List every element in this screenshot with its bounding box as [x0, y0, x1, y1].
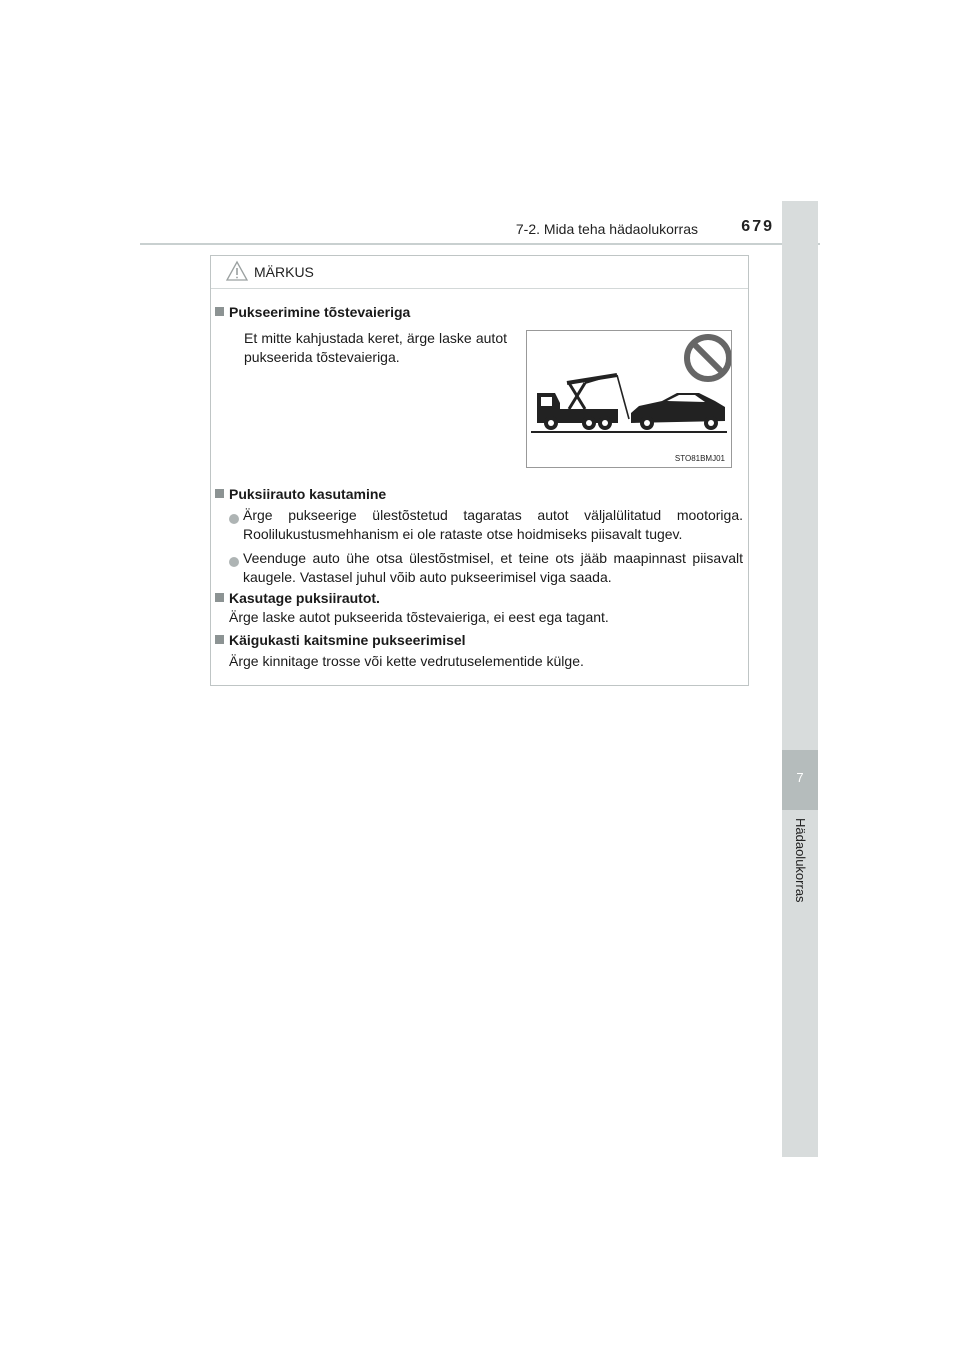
- square-bullet-icon: [215, 489, 224, 498]
- bullet-dot-icon: [229, 511, 239, 529]
- notice-box: [210, 255, 749, 686]
- section-text: Ärge laske autot pukseerida tõstevaieriga, ei eest ega tagant.: [229, 609, 609, 625]
- square-bullet-icon: [215, 307, 224, 316]
- towing-illustration: [526, 330, 732, 468]
- section-heading: Käigukasti kaitsmine pukseerimisel: [215, 632, 466, 648]
- section-heading: Kasutage puksiirautot.: [215, 590, 380, 606]
- side-chapter-tab: [782, 201, 818, 1157]
- header-rule: [140, 243, 820, 245]
- square-bullet-icon: [215, 593, 224, 602]
- bullet-text: Ärge pukseerige ülestõstetud tagaratas autot väljalülitatud mootoriga. Roolilukustusmehhanism ei ole rataste otse hoidmiseks piisavalt tugev.: [243, 507, 743, 542]
- chapter-title: Hädaolukorras: [793, 818, 808, 903]
- section-heading: Puksiirauto kasutamine: [215, 486, 386, 502]
- section-text: Et mitte kahjustada keret, ärge laske autot pukseerida tõstevaieriga.: [244, 330, 507, 365]
- section-heading: Pukseerimine tõstevaieriga: [215, 304, 410, 320]
- section-text: Ärge kinnitage trosse või kette vedrutuselementide külge.: [229, 653, 584, 669]
- bullet-text: Veenduge auto ühe otsa ülestõstmisel, et teine ots jääb maapinnast piisavalt kaugele. Vastasel juhul võib auto pukseerimisel viga saada.: [243, 550, 743, 585]
- notice-header: [211, 256, 748, 289]
- chapter-number: 7: [796, 770, 804, 785]
- page-number: 679: [741, 218, 774, 235]
- square-bullet-icon: [215, 635, 224, 644]
- header-section-title: 7-2. Mida teha hädaolukorras: [515, 221, 698, 237]
- car-icon: [631, 393, 725, 430]
- figure-code: STO81BMJ01: [674, 454, 725, 463]
- prohibition-icon: [687, 337, 729, 379]
- warning-triangle-icon: [225, 260, 249, 282]
- notice-title: MÄRKUS: [254, 264, 314, 280]
- tow-truck-icon: [537, 375, 629, 430]
- bullet-dot-icon: [229, 554, 239, 572]
